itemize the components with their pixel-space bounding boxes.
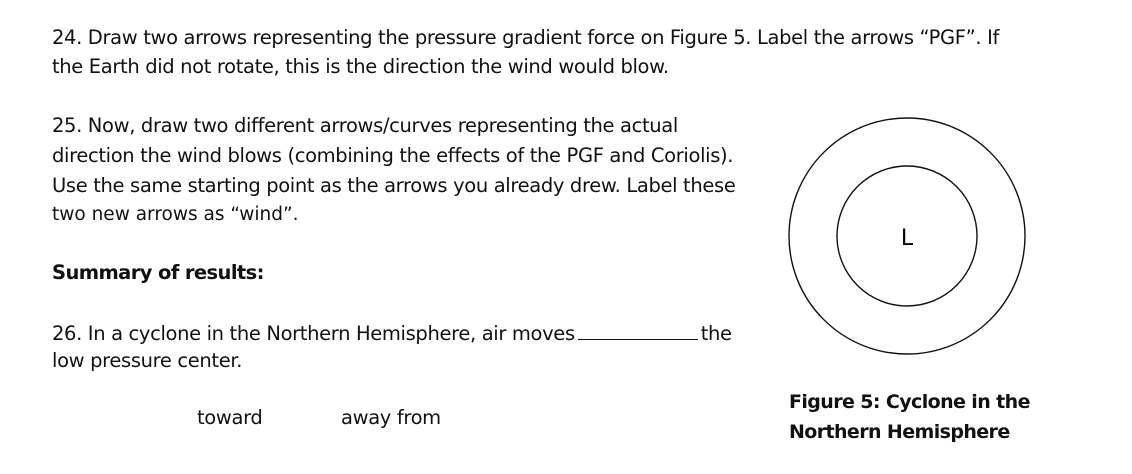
question-24-line-2: the Earth did not rotate, this is the direction the wind would blow.	[52, 55, 669, 78]
option-away-from[interactable]: away from	[341, 406, 441, 429]
question-26-text-end: the	[700, 322, 732, 345]
question-24-line-1: 24. Draw two arrows representing the pressure gradient force on Figure 5. Label the arrows “PGF”. If	[52, 26, 1000, 49]
cyclone-figure	[780, 108, 1042, 370]
figure-caption-line-2: Northern Hemisphere	[789, 421, 1010, 443]
low-pressure-label: L	[900, 226, 914, 251]
question-26-text-start: 26. In a cyclone in the Northern Hemisphere, air moves	[52, 322, 575, 345]
question-26-line-2: low pressure center.	[52, 349, 243, 372]
question-25-line-3: Use the same starting point as the arrows you already drew. Label these	[52, 174, 736, 197]
option-toward[interactable]: toward	[197, 406, 263, 429]
question-25-line-1: 25. Now, draw two different arrows/curves representing the actual	[52, 114, 678, 137]
question-26-line-1	[52, 321, 732, 344]
summary-heading: Summary of results:	[52, 261, 264, 284]
answer-blank[interactable]	[578, 321, 698, 340]
figure-caption-line-1: Figure 5: Cyclone in the	[789, 391, 1030, 413]
question-25-line-4: two new arrows as “wind”.	[52, 204, 299, 225]
question-25-line-2: direction the wind blows (combining the effects of the PGF and Coriolis).	[52, 144, 734, 167]
